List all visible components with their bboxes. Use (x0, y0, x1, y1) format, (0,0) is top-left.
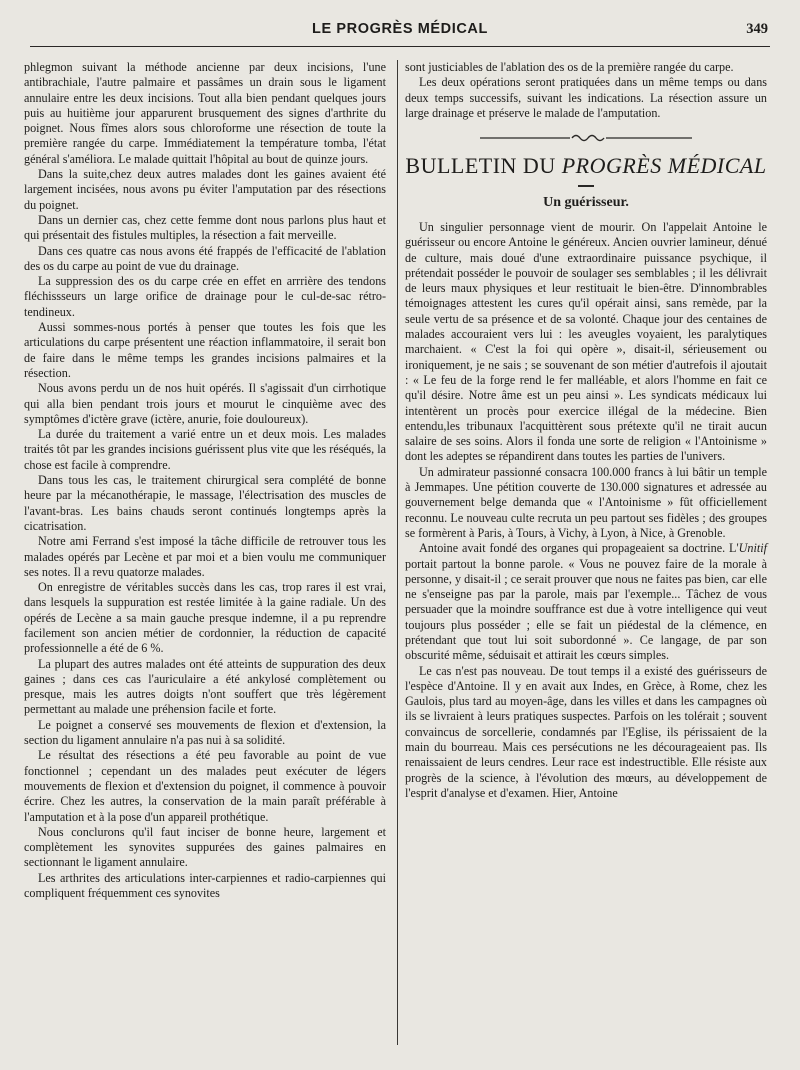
paragraph: Les arthrites des articulations inter-carpiennes et radio-carpiennes qui compliquent fréquemment ces synovites (24, 870, 386, 901)
right-column (405, 60, 767, 801)
column-divider (397, 60, 398, 1045)
paragraph: Nous avons perdu un de nos huit opérés. Il s'agissait d'un cirrhotique qui alla bien pendant trois jours et mourut le cinquième avec des symptômes d'ictère grave (ictère, anurie, foie douloureux). (24, 381, 386, 426)
periodical-name: Unitif (738, 541, 767, 556)
paragraph: On enregistre de véritables succès dans les cas, trop rares il est vrai, dans lesquels la suppuration est restée limitée à la gaine radiale. Un des opérés de Lecène a sa main gauche presque indemne, il a pu reprendre facilement son ancien métier de cordonnier, la réduction de capacité professionnelle a été de 6 %. (24, 580, 386, 656)
paragraph: Un admirateur passionné consacra 100.000 francs à lui bâtir un temple à Jemmapes. Une pétition couverte de 130.000 signatures et adressée au gouvernement belge demanda que « l'Antoinisme » fût officiellement reconnu. Le nouveau culte recruta un peu partout ses fidèles ; des groupes se formèrent à Paris, à Tours, à Vichy, à Lyon, à Nice, à Grenoble. (405, 464, 767, 540)
paragraph: sont justiciables de l'ablation des os de la première rangée du carpe. (405, 60, 734, 74)
text-run: portait partout la bonne parole. « Vous ne pouvez faire de la morale à personne, y disait-il ; ce serait prouver que nous ne faites pas bien, car elle ne s'enseigne pas par la parole, mais par l'exemple... Tâchez de vous persuader que la moindre souffrance est due à votre intelligence qui veut toujours plus posséder ; elle se fait un piédestal de la clémence, en prétendant que tout lui soit subordonné ». Ce langage, de par son obscurité même, séduisait et attirait les cœurs simples. (405, 556, 767, 663)
paragraph: Dans ces quatre cas nous avons été frappés de l'efficacité de l'ablation des os du carpe au point de vue du drainage. (24, 243, 386, 273)
paragraph: Le poignet a conservé ses mouvements de flexion et d'extension, la section du ligament annulaire n'a pas nui à sa solidité. (24, 717, 386, 748)
section-heading (405, 153, 767, 179)
paragraph: La plupart des autres malades ont été atteints de suppuration des deux gaines ; dans ces cas l'auriculaire a été ankylosé complètement ou presque, mais les autres doigts n'ont souffert que très légèrement permettant au malade une préhension facile et forte. (24, 656, 386, 717)
paragraph: La suppression des os du carpe crée en effet en arrrière des tendons fléchissseurs un large orifice de drainage pour le cul-de-sac rétro-tendineux. (24, 274, 386, 319)
paragraph: Les deux opérations seront pratiquées dans un même temps ou dans deux temps successifs, suivant les indications. La résection assure un large drainage et préserve le malade de l'amputation. (405, 75, 767, 120)
paragraph: Le cas n'est pas nouveau. De tout temps il a existé des guérisseurs de l'espèce d'Antoine. Il y en avait aux Indes, en Grèce, à Rome, chez les Gaulois, plus tard au moyen-âge, dans les villes et dans les campagnes où ils se livraient à leurs pratiques suspectes. Parfois on les tolérait ; souvent convaincus de sorcellerie, condamnés par l'Eglise, ils périssaient de la main du bourreau. Mais ces persécutions ne les décourageaient pas. Ils renaissaient de leurs cendres. Leur race est indestructible. Elle résiste aux progrès de la science, à l'évolution des mœurs, au développement de l'esprit d'analyse et d'examen. Hier, Antoine (405, 663, 767, 800)
paragraph: Dans un dernier cas, chez cette femme dont nous parlons plus haut et qui présentait des fistules multiples, la résection a fait merveille. (24, 212, 386, 243)
journal-title: LE PROGRÈS MÉDICAL (312, 21, 488, 37)
left-column (24, 60, 386, 901)
paragraph: Notre ami Ferrand s'est imposé la tâche difficile de retrouver tous les malades opérés par Lecène et par moi et a bien voulu me communiquer ses notes. Il a revu quatorze malades. (24, 534, 386, 579)
page-number: 349 (746, 21, 768, 37)
heading-journal-name: PROGRÈS MÉDICAL (561, 153, 767, 179)
paragraph: Dans la suite,chez deux autres malades dont les gaines avaient été largement incisées, nous avons pu éviter l'amputation par des résections du poignet. (24, 167, 386, 212)
paragraph: Dans tous les cas, le traitement chirurgical sera complété de bonne heure par la mécanothérapie, le massage, l'électrisation des muscles de l'avant-bras. Les bains chauds seront continués longtemps après la cicatrisation. (24, 473, 386, 533)
paragraph: La durée du traitement a varié entre un et deux mois. Les malades traités tôt par les grandes incisions guérissent plus vite que les réséqués, la chose est facile à comprendre. (24, 427, 386, 472)
heading-rule (578, 185, 594, 187)
paragraph (405, 541, 767, 663)
paragraph: Un singulier personnage vient de mourir. On l'appelait Antoine le guérisseur ou encore Antoine le généreux. Ancien ouvrier lamineur, dénué de culture, mais doué d'une extraordinaire puissance psychique, il prétendait posséder le pouvoir de soulager ses semblables ; il les délivrait de leurs maux physiques et leur restituait le bien-être. D'innombrables témoignages attestent les cures qu'il opérait ainsi, sans remède, par la seule vertu de sa présence et de sa volonté. Chaque jour des centaines de malades accouraient vers lui : les aveugles voyaient, les paralytiques marchaient. « C'est la foi qui opère », disait-il, sérieusement ou ironiquement, je ne sais ; se souvenant de son métier d'autrefois il ajoutait : « Le feu de la forge rend le fer malléable, et alors l'homme en fait ce qu'il désire. Notre âme est un peu ainsi ». Les syndicats médicaux lui intentèrent un procès pour exercice illégal de la médecine. Bien entendu,les tribunaux l'acquittèrent sous prétexte qu'il ne tirait aucun salaire de ses soins. Alors il fonda une sorte de religion « l'Antoinisme » dont les adeptes se répandirent dans toutes les parties de l'univers. (405, 219, 767, 464)
running-header (30, 18, 770, 47)
paragraph: Nous conclurons qu'il faut inciser de bonne heure, largement et complètement les synovites suppurées des gaines palmaires en sectionnant le ligament annulaire. (24, 824, 386, 870)
paragraph: Le résultat des résections a été peu favorable au point de vue fonctionnel ; cependant un des malades peut exécuter de légers mouvements de flexion et d'extension du poignet, il commence à pouvoir écrire. Chez les autres, la conservation de la main paraît préférable à l'amputation et à la pose d'un appareil prothétique. (24, 748, 386, 824)
text-run: Antoine avait fondé des organes qui propageaient sa doctrine. L' (419, 541, 739, 556)
article-title: Un guérisseur. (543, 194, 629, 210)
paragraph: phlegmon suivant la méthode ancienne par deux incisions, l'une antibrachiale, l'autre palmaire et passâmes un drain sous le ligament annulaire entre les deux incisions. Tout alla bien pendant quelques jours puis au huitième jour apparurent brusquement des signes d'arthrite du poignet. Nous fîmes alors sous chloroforme une résection de toute la première rangée du carpe. Immédiatement la température tomba, l'état général s'améliora. Le malade quittait l'hôpital au bout de quinze jours. (24, 60, 386, 166)
paragraph: Aussi sommes-nous portés à penser que toutes les fois que les articulations du carpe présentent une réaction inflammatoire, il serait bon de faire dans le même temps les grandes incisions palmaires et la résection. (24, 320, 386, 380)
heading-prefix: BULLETIN DU (405, 153, 562, 179)
section-ornament (476, 131, 696, 145)
